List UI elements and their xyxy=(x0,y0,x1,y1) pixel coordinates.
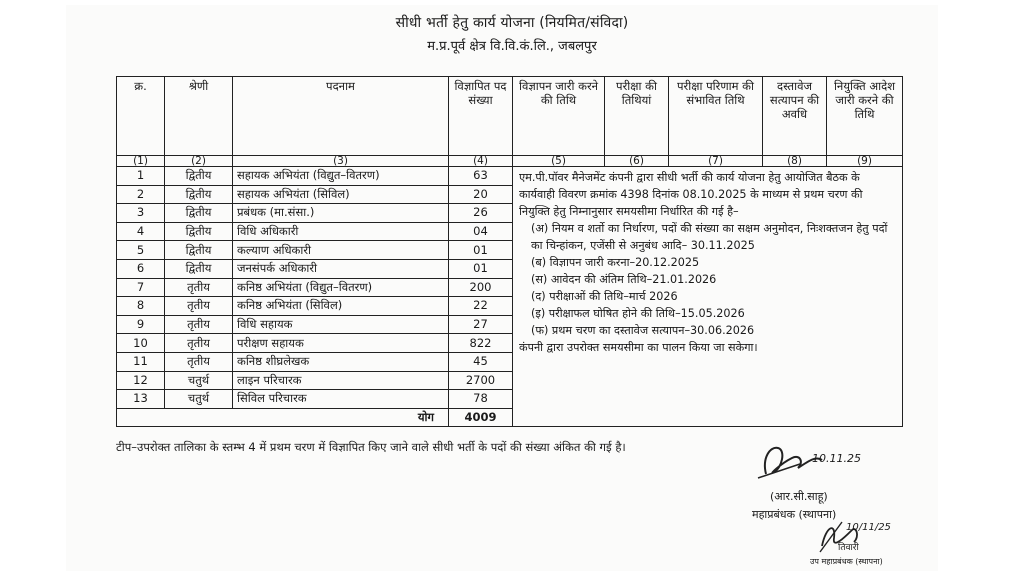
row-count: 63 xyxy=(449,167,513,186)
table-row xyxy=(117,167,903,186)
row-category: तृतीय xyxy=(165,278,233,297)
signature-date: 10.11.25 xyxy=(812,452,861,465)
row-post: परीक्षण सहायक xyxy=(233,334,449,353)
schedule-item: (फ) प्रथम चरण का दस्तावेज सत्यापन–30.06.2026 xyxy=(531,324,755,337)
row-category: द्वितीय xyxy=(165,259,233,278)
row-sno: 12 xyxy=(117,371,165,390)
row-post: सहायक अभियंता (सिविल) xyxy=(233,185,449,204)
row-sno: 8 xyxy=(117,297,165,316)
col-header-verification: दस्तावेज सत्यापन की अवधि xyxy=(763,77,827,156)
column-number-row xyxy=(117,156,903,167)
row-sno: 11 xyxy=(117,352,165,371)
row-sno: 2 xyxy=(117,185,165,204)
row-category: द्वितीय xyxy=(165,204,233,223)
col-header-category: श्रेणी xyxy=(165,77,233,156)
row-count: 822 xyxy=(449,334,513,353)
row-post: लाइन परिचारक xyxy=(233,371,449,390)
row-count: 20 xyxy=(449,185,513,204)
second-signatory-name: तिवारी xyxy=(838,543,859,553)
row-count: 200 xyxy=(449,278,513,297)
total-value: 4009 xyxy=(449,408,513,427)
row-category: द्वितीय xyxy=(165,167,233,186)
row-post: जनसंपर्क अधिकारी xyxy=(233,259,449,278)
col-number: (5) xyxy=(513,156,605,167)
row-sno: 9 xyxy=(117,315,165,334)
row-sno: 4 xyxy=(117,222,165,241)
row-sno: 13 xyxy=(117,390,165,409)
col-number: (2) xyxy=(165,156,233,167)
schedule-item: (स) आवेदन की अंतिम तिथि–21.01.2026 xyxy=(531,273,717,286)
row-post: कनिष्ठ शीघ्रलेखक xyxy=(233,352,449,371)
row-sno: 7 xyxy=(117,278,165,297)
row-sno: 6 xyxy=(117,259,165,278)
row-category: चतुर्थ xyxy=(165,390,233,409)
schedule-item: (द) परीक्षाओं की तिथि–मार्च 2026 xyxy=(531,290,678,303)
col-header-count: विज्ञापित पद संख्या xyxy=(449,77,513,156)
row-post: कनिष्ठ अभियंता (विद्युत–वितरण) xyxy=(233,278,449,297)
col-number: (6) xyxy=(605,156,669,167)
col-header-result-date: परीक्षा परिणाम की संभावित तिथि xyxy=(669,77,763,156)
col-header-sno: क्र. xyxy=(117,77,165,156)
row-sno: 3 xyxy=(117,204,165,223)
row-count: 2700 xyxy=(449,371,513,390)
row-count: 04 xyxy=(449,222,513,241)
table-note: टीप–उपरोक्त तालिका के स्तम्भ 4 में प्रथम चरण में विज्ञापित किए जाने वाले सीधी भर्ती के पदों की संख्या अंकित की गई है। xyxy=(116,440,626,454)
row-count: 26 xyxy=(449,204,513,223)
col-number: (1) xyxy=(117,156,165,167)
row-category: द्वितीय xyxy=(165,222,233,241)
second-signature-date: 10/11/25 xyxy=(846,522,891,533)
row-post: सहायक अभियंता (विद्युत–वितरण) xyxy=(233,167,449,186)
recruitment-table xyxy=(116,76,903,427)
row-category: तृतीय xyxy=(165,315,233,334)
second-signatory-designation: उप महाप्रबंधक (स्थापना) xyxy=(810,557,883,566)
row-post: विधि अधिकारी xyxy=(233,222,449,241)
row-post: विधि सहायक xyxy=(233,315,449,334)
row-category: चतुर्थ xyxy=(165,371,233,390)
row-category: द्वितीय xyxy=(165,185,233,204)
row-sno: 1 xyxy=(117,167,165,186)
row-count: 78 xyxy=(449,390,513,409)
col-number: (8) xyxy=(763,156,827,167)
row-category: तृतीय xyxy=(165,352,233,371)
col-header-post: पदनाम xyxy=(233,77,449,156)
document-subtitle: म.प्र.पूर्व क्षेत्र वि.वि.कं.लि., जबलपुर xyxy=(427,39,597,54)
row-post: कल्याण अधिकारी xyxy=(233,241,449,260)
row-count: 45 xyxy=(449,352,513,371)
col-header-exam-dates: परीक्षा की तिथियां xyxy=(605,77,669,156)
row-post: कनिष्ठ अभियंता (सिविल) xyxy=(233,297,449,316)
col-number: (7) xyxy=(669,156,763,167)
schedule-item: (अ) नियम व शर्तो का निर्धारण, पदों की संख्या का सक्षम अनुमोदन, निःशक्तजन हेतु पदों का चिन्हांकन, एजेंसी से अनुबंध आदि– 30.11.2025 xyxy=(531,222,888,252)
col-number: (4) xyxy=(449,156,513,167)
schedule-item: (ब) विज्ञापन जारी करना–20.12.2025 xyxy=(531,256,700,269)
schedule-cell xyxy=(513,167,903,427)
table-header-row xyxy=(117,77,903,156)
schedule-closing: कंपनी द्वारा उपरोक्त समयसीमा का पालन किया जा सकेगा। xyxy=(519,341,758,354)
document-title: सीधी भर्ती हेतु कार्य योजना (नियमित/संविदा) xyxy=(395,15,629,31)
col-number: (9) xyxy=(827,156,903,167)
signatory-name: (आर.सी.साहू) xyxy=(770,490,828,503)
row-category: द्वितीय xyxy=(165,241,233,260)
col-number: (3) xyxy=(233,156,449,167)
total-label: योग xyxy=(117,408,449,427)
col-header-ad-date: विज्ञापन जारी करने की तिथि xyxy=(513,77,605,156)
row-category: तृतीय xyxy=(165,297,233,316)
row-count: 27 xyxy=(449,315,513,334)
signatory-designation: महाप्रबंधक (स्थापना) xyxy=(752,508,837,521)
row-category: तृतीय xyxy=(165,334,233,353)
row-count: 22 xyxy=(449,297,513,316)
schedule-intro: एम.पी.पॉवर मैनेजमेंट कंपनी द्वारा सीधी भर्ती की कार्य योजना हेतु आयोजित बैठक के कार्यवाही विवरण क्रमांक 4398 दिनांक 08.10.2025 के माध्यम से प्रथम चरण की नियुक्ति हेतु निम्नानुसार समयसीमा निर्धारित की गई है– xyxy=(519,171,863,218)
row-sno: 10 xyxy=(117,334,165,353)
row-count: 01 xyxy=(449,241,513,260)
row-post: प्रबंधक (मा.संसा.) xyxy=(233,204,449,223)
col-header-appointment: नियुक्ति आदेश जारी करने की तिथि xyxy=(827,77,903,156)
schedule-item: (इ) परीक्षाफल घोषित होने की तिथि–15.05.2026 xyxy=(531,307,745,320)
row-post: सिविल परिचारक xyxy=(233,390,449,409)
row-sno: 5 xyxy=(117,241,165,260)
row-count: 01 xyxy=(449,259,513,278)
